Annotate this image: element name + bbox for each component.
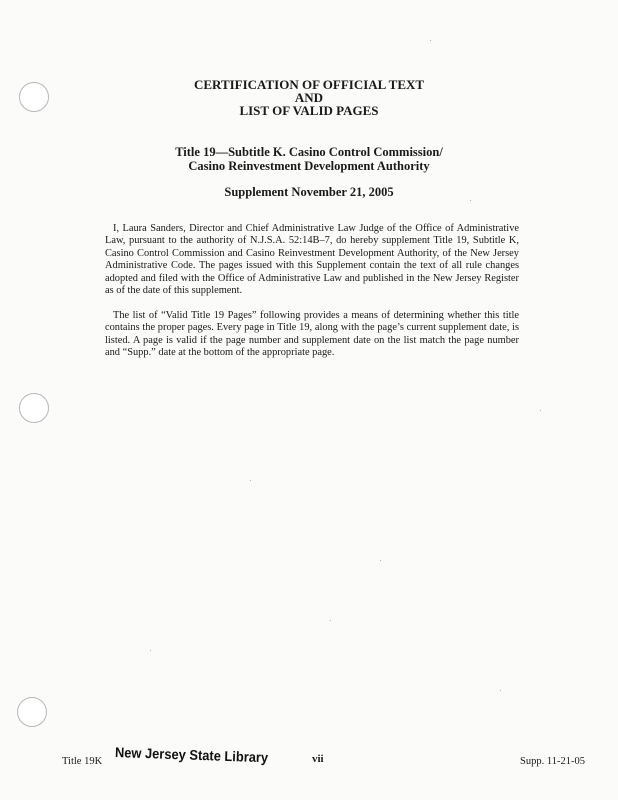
heading-line-3: LIST OF VALID PAGES — [239, 103, 379, 118]
heading-line-1: CERTIFICATION OF OFFICIAL TEXT — [193, 77, 425, 92]
subtitle-line-1: Title 19—Subtitle K. Casino Control Commission/ — [175, 145, 443, 159]
scan-speck — [380, 560, 381, 561]
page-number: vii — [312, 753, 324, 765]
scan-speck — [470, 200, 471, 201]
scan-speck — [150, 650, 151, 651]
certification-paragraph: I, Laura Sanders, Director and Chief Administrative Law Judge of the Office of Administrative Law, pursuant to the authority of N.J.S.A. 52:14B–7, do hereby supplement Title 19, Subtitle K, Casino Control Commission and Casino Reinvestment Development Authority, of the New Jersey Administrative Code. The pages issued with this Supplement contain the text of all rule changes adopted and filed with the Office of Administrative Law and published in the New Jersey Register as of the date of this supplement. — [105, 223, 519, 297]
scan-speck — [500, 690, 501, 691]
binder-hole — [19, 393, 49, 423]
library-stamp: New Jersey State Library — [114, 744, 269, 766]
scan-speck — [430, 40, 431, 41]
scan-speck — [330, 620, 331, 621]
valid-pages-paragraph: The list of “Valid Title 19 Pages” following provides a means of determining whether this title contains the proper pages. Every page in Title 19, along with the page’s current supplement date, is listed. A page is valid if the page number and supplement date on the list match the page number and “Supp.” date at the bottom of the appropriate page. — [105, 310, 519, 359]
supplement-date: Supplement November 21, 2005 — [224, 185, 394, 199]
title-subtitle — [0, 145, 618, 173]
footer-supplement-date: Supp. 11-21-05 — [520, 756, 585, 767]
certification-heading — [0, 78, 618, 117]
heading-line-2: AND — [294, 90, 324, 105]
footer-title: Title 19K — [62, 756, 103, 767]
scan-speck — [540, 410, 541, 411]
scan-speck — [250, 480, 251, 481]
subtitle-line-2: Casino Reinvestment Development Authority — [188, 159, 430, 173]
binder-hole — [17, 697, 47, 727]
